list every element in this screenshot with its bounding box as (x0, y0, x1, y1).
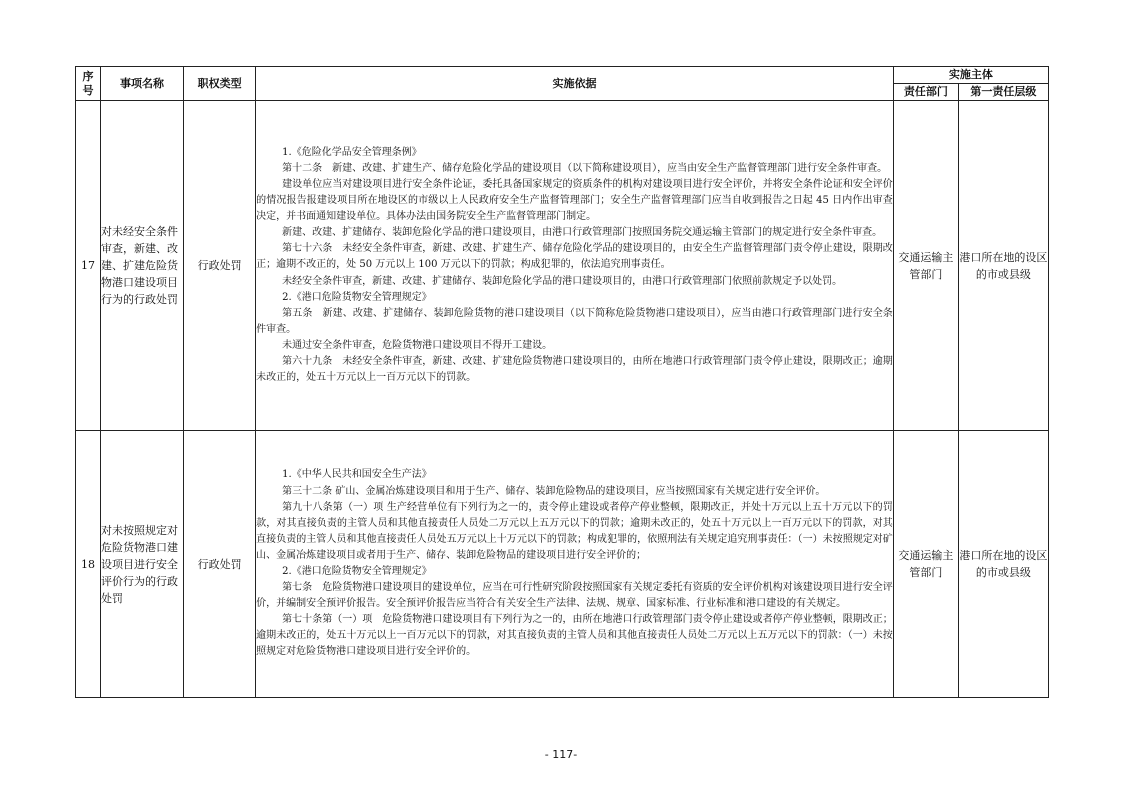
basis-paragraph: 未经安全条件审查，新建、改建、扩建储存、装卸危险化学品的港口建设项目的，由港口行政管理部门依照前款规定予以处罚。 (282, 275, 843, 287)
item-name: 对未按照规定对危险货物港口建设项目进行安全评价行为的行政处罚 (101, 431, 184, 698)
authority-table (75, 66, 1049, 698)
responsibility-level: 港口所在地的设区的市或县级 (958, 431, 1048, 698)
basis-paragraph: 第七条 危险货物港口建设项目的建设单位，应当在可行性研究阶段按照国家有关规定委托有资质的安全评价机构对该建设项目进行安全评价，并编制安全预评价报告。安全预评价报告应当符合有关安全生产法律、法规、规章、国家标准、行业标准和港口建设的有关规定。 (256, 582, 893, 610)
basis-paragraph: 新建、改建、扩建储存、装卸危险化学品的港口建设项目，由港口行政管理部门按照国务院交通运输主管部门的规定进行安全条件审查。 (282, 227, 883, 239)
header-name: 事项名称 (101, 67, 184, 101)
basis-paragraph: 2.《港口危险货物安全管理规定》 (282, 566, 432, 577)
header-dept: 责任部门 (893, 84, 958, 101)
basis-paragraph: 2.《港口危险货物安全管理规定》 (282, 291, 432, 303)
basis-paragraph: 第五条 新建、改建、扩建储存、装卸危险货物的港口建设项目（以下简称危险货物港口建设项目），应当由港口行政管理部门进行安全条件审查。 (256, 307, 893, 335)
basis-paragraph: 第六十九条 未经安全条件审查，新建、改建、扩建危险货物港口建设项目的，由所在地港口行政管理部门责令停止建设，限期改正；逾期未改正的，处五十万元以上一百万元以下的罚款。 (256, 356, 893, 384)
item-name: 对未经安全条件审查，新建、改建、扩建危险货物港口建设项目行为的行政处罚 (101, 101, 184, 431)
legal-basis (256, 101, 894, 431)
header-basis: 实施依据 (256, 67, 894, 101)
basis-paragraph: 第十二条 新建、改建、扩建生产、储存危险化学品的建设项目（以下简称建设项目），应当由安全生产监督管理部门进行安全条件审查。 (282, 162, 888, 174)
basis-paragraph: 1.《危险化学品安全管理条例》 (282, 146, 422, 158)
authority-type: 行政处罚 (184, 101, 256, 431)
responsible-dept: 交通运输主管部门 (893, 101, 958, 431)
responsibility-level: 港口所在地的设区的市或县级 (958, 101, 1048, 431)
basis-paragraph: 第七十条第（一）项 危险货物港口建设项目有下列行为之一的，由所在地港口行政管理部门责令停止建设或者停产停业整顿，限期改正；逾期未改正的，处五十万元以上一百万元以下的罚款，对其直接负责的主管人员和其他直接责任人员处二万元以上五万元以下的罚款：（一）未按照规定对危险货物港口建设项目进行安全评价的。 (256, 614, 893, 658)
row-number: 17 (76, 101, 101, 431)
basis-paragraph: 1.《中华人民共和国安全生产法》 (282, 469, 432, 481)
row-number: 18 (76, 431, 101, 698)
header-type: 职权类型 (184, 67, 256, 101)
header-no: 序号 (76, 67, 101, 101)
header-level: 第一责任层级 (958, 84, 1048, 101)
header-subject: 实施主体 (893, 67, 1048, 84)
page-number: - 117- (544, 748, 578, 761)
basis-paragraph: 第九十八条第（一）项 生产经营单位有下列行为之一的，责令停止建设或者停产停业整顿，限期改正，并处十万元以上五十万元以下的罚款，对其直接负责的主管人员和其他直接责任人员处二万元以上五万元以下的罚款；逾期未改正的，处五十万元以上一百万元以下的罚款，对其直接负责的主管人员和其他直接责任人员处五万元以上十万元以下的罚款；构成犯罪的，依照刑法有关规定追究刑事责任：（一）未按照规定对矿山、金属冶炼建设项目或者用于生产、储存、装卸危险物品的建设项目进行安全评价的； (256, 501, 893, 561)
basis-paragraph: 未通过安全条件审查，危险货物港口建设项目不得开工建设。 (282, 339, 553, 351)
authority-type: 行政处罚 (184, 431, 256, 698)
basis-paragraph: 第三十二条 矿山、金属冶炼建设项目和用于生产、储存、装卸危险物品的建设项目，应当按照国家有关规定进行安全评价。 (282, 485, 826, 497)
basis-paragraph: 第七十六条 未经安全条件审查，新建、改建、扩建生产、储存危险化学品的建设项目的，由安全生产监督管理部门责令停止建设，限期改正；逾期不改正的，处 50 万元以上 100 万元以下的罚款；构成犯罪的，依法追究刑事责任。 (256, 243, 893, 271)
table-row (76, 431, 1049, 698)
table-row (76, 101, 1049, 431)
basis-paragraph: 建设单位应当对建设项目进行安全条件论证，委托具备国家规定的资质条件的机构对建设项目进行安全评价，并将安全条件论证和安全评价的情况报告报建设项目所在地设区的市级以上人民政府安全生产监督管理部门；安全生产监督管理部门应当自收到报告之日起 45 日内作出审查决定，并书面通知建设单位。具体办法由国务院安全生产监督管理部门制定。 (256, 178, 893, 223)
legal-basis (256, 431, 894, 698)
responsible-dept: 交通运输主管部门 (893, 431, 958, 698)
